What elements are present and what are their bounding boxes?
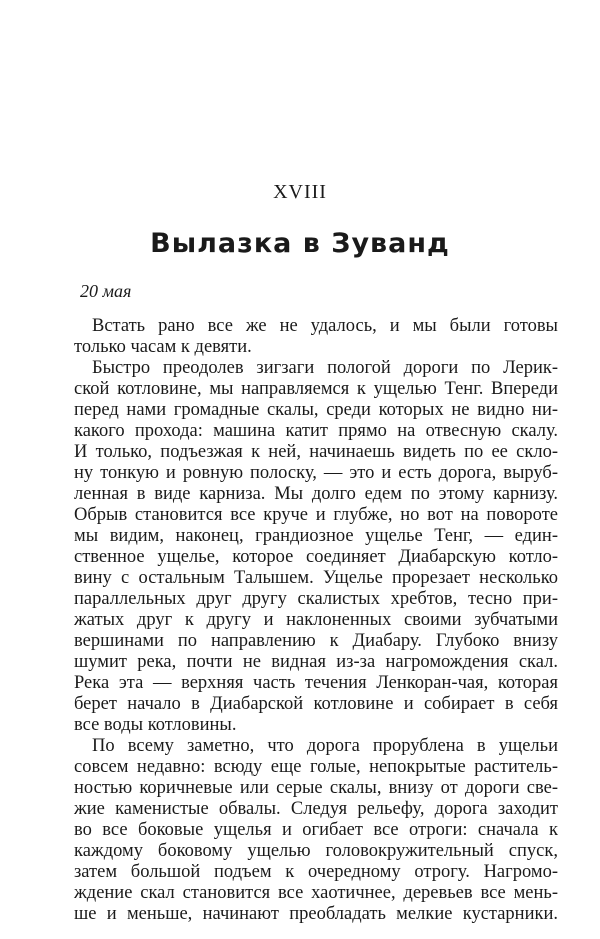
text-line: ственное ущелье, которое соединяет Диабарскую котло- xyxy=(74,547,558,567)
text-line: вину с остальным Талышем. Ущелье прорезает несколько xyxy=(74,568,558,588)
chapter-date: 20 мая xyxy=(80,281,132,301)
text-line: жатых друг к другу и наклоненных своими зубчатыми xyxy=(74,610,558,630)
text-line: только часам к девяти. xyxy=(74,337,252,357)
text-line: ской котловине, мы направляемся к ущелью Тенг. Впереди xyxy=(74,379,558,399)
text-line: во все боковые ущелья и огибает все отроги: сначала к xyxy=(74,820,558,840)
text-line: берет начало в Диабарской котловине и собирает в себя xyxy=(74,694,558,714)
text-line: Быстро преодолев зигзаги пологой дороги по Лерик- xyxy=(92,358,558,378)
text-line: Обрыв становится все круче и глубже, но вот на повороте xyxy=(74,505,558,525)
text-line: вершинами по направлению к Диабару. Глубоко внизу xyxy=(74,631,558,651)
text-line: перед нами громадные скалы, среди которых не видно ни- xyxy=(74,400,558,420)
text-line: ну тонкую и ровную полоску, — это и есть дорога, выруб- xyxy=(74,463,558,483)
text-line: все воды котловины. xyxy=(74,715,237,735)
text-line: совсем недавно: всюду еще голые, непокрытые раститель- xyxy=(74,757,558,777)
text-line: Река эта — верхняя часть течения Ленкоран-чая, которая xyxy=(74,673,558,693)
text-line: Встать рано все же не удалось, и мы были готовы xyxy=(92,316,558,336)
text-line: По всему заметно, что дорога прорублена в ущельи xyxy=(92,736,558,756)
text-line: шумит река, почти не видная из-за нагромождения скал. xyxy=(74,652,558,672)
text-line: какого прохода: машина катит прямо на отвесную скалу. xyxy=(74,421,558,441)
text-line: ждение скал становится все хаотичнее, деревьев все мень- xyxy=(74,883,558,903)
text-line: жие каменистые обвалы. Следуя рельефу, дорога заходит xyxy=(74,799,558,819)
text-line: параллельных друг другу скалистых хребтов, тесно при- xyxy=(74,589,558,609)
text-line: ленная в виде карниза. Мы долго едем по этому карнизу. xyxy=(74,484,558,504)
text-line: ностью коричневые или серые скалы, внизу от дороги све- xyxy=(74,778,558,798)
text-line: И только, подъезжая к ней, начинаешь видеть по ее скло- xyxy=(74,442,558,462)
text-line: ше и меньше, начинают преобладать мелкие кустарники. xyxy=(74,904,558,924)
text-line: затем большой подъем к очередному отрогу. Нагромо- xyxy=(74,862,558,882)
chapter-title: Вылазка в Зуванд xyxy=(150,228,450,259)
text-line: каждому боковому ущелью головокружительный спуск, xyxy=(74,841,558,861)
text-line: мы видим, наконец, грандиозное ущелье Тенг, — един- xyxy=(74,526,558,546)
chapter-number: XVIII xyxy=(273,181,327,203)
